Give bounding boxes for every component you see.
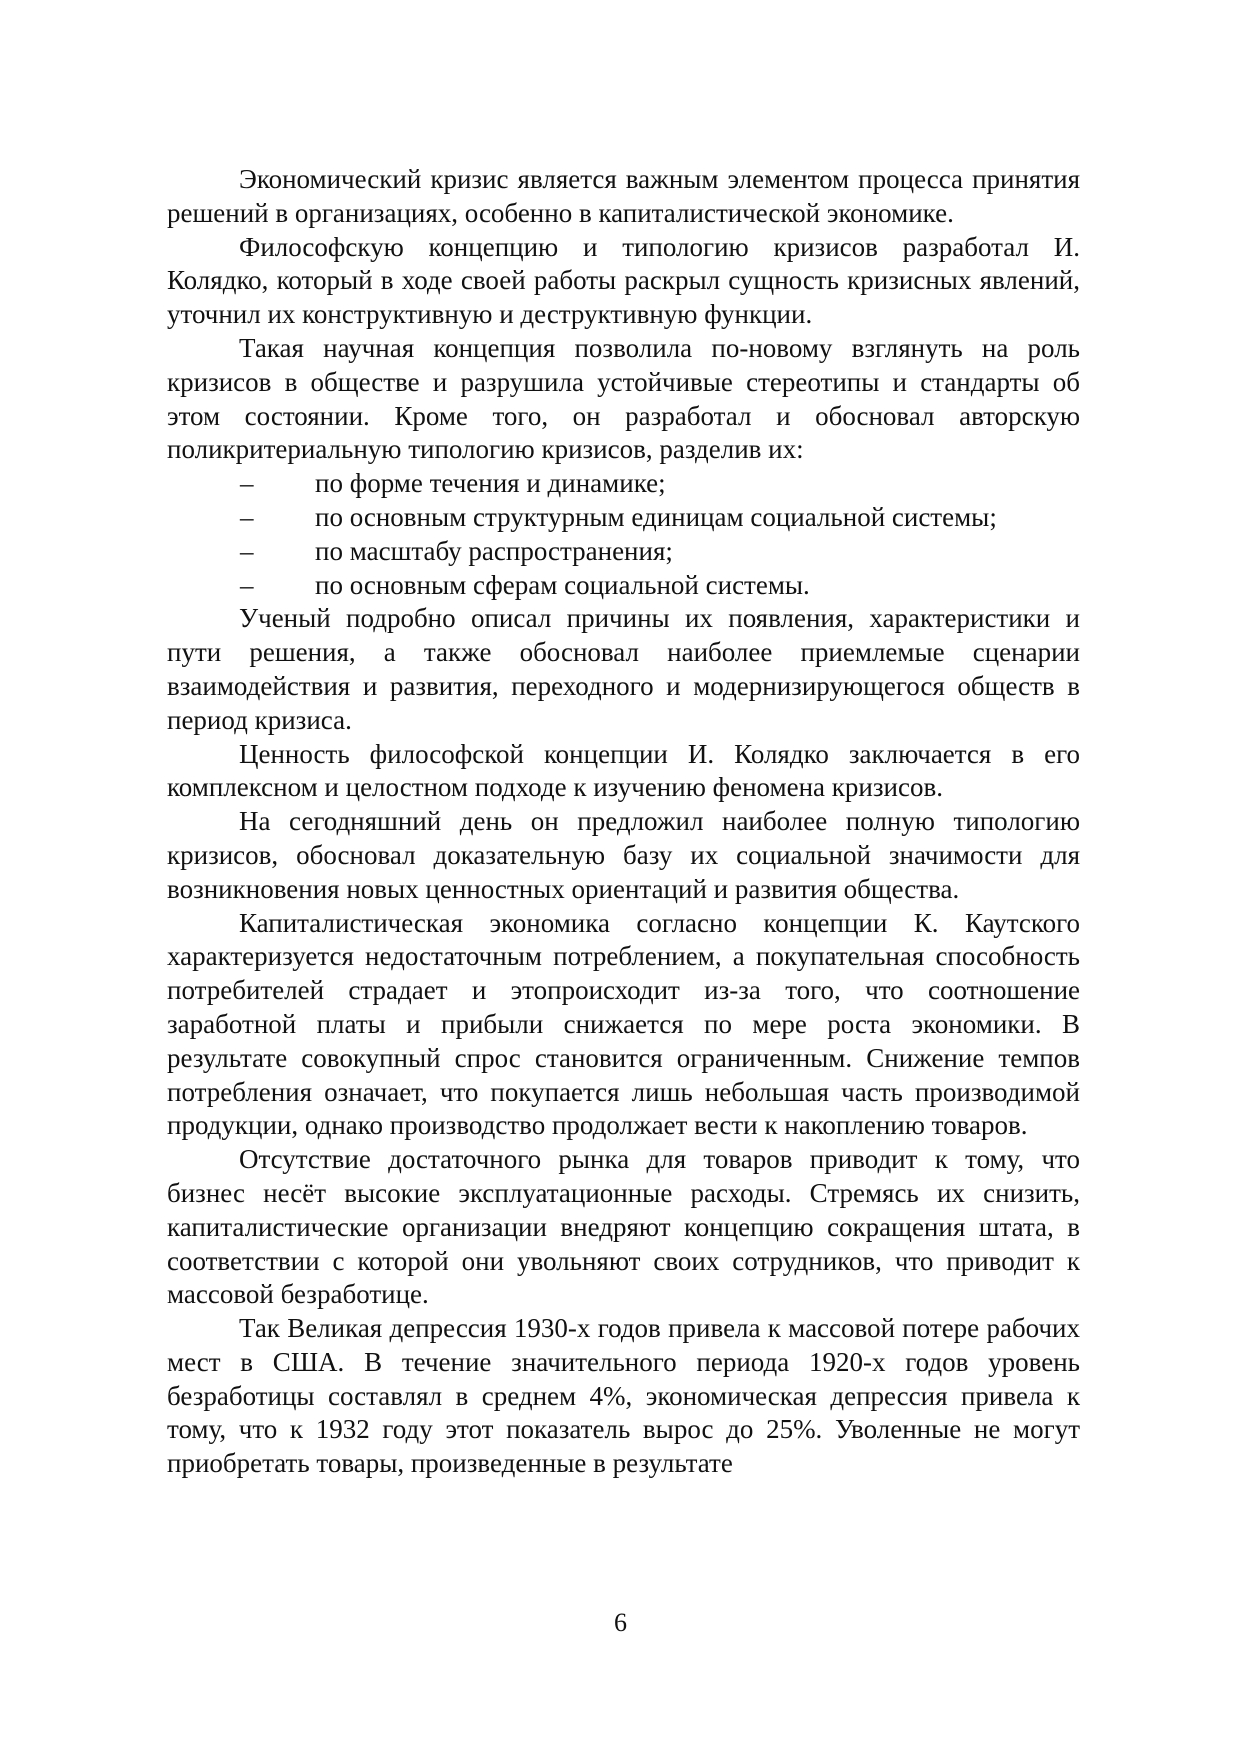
paragraph: Экономический кризис является важным элементом процесса принятия решений в организациях, особенно в капиталистической экономике. [167,164,1080,228]
list-item [167,467,1080,501]
list-item-text: по форме течения и динамике; [315,468,666,499]
list-item [167,501,1080,535]
list-item-text: по основным сферам социальной системы. [315,569,810,600]
list-item [167,569,1080,603]
paragraph: На сегодняшний день он предложил наиболее полную типологию кризисов, обосновал доказательную базу их социальной значимости для возникновения новых ценностных ориентаций и развития общества. [167,806,1080,904]
paragraph: Отсутствие достаточного рынка для товаров приводит к тому, что бизнес несёт высокие эксплуатационные расходы. Стремясь их снизить, капиталистические организации внедряют концепцию сокращения штата, в соответствии с которой они увольняют своих сотрудников, что приводит к массовой безработице. [167,1144,1080,1310]
list-item-text: по масштабу распространения; [315,535,673,566]
paragraph: Ценность философской концепции И. Колядко заключается в его комплексном и целостном подходе к изучению феномена кризисов. [167,738,1080,803]
dash-marker: – [240,501,254,532]
paragraph: Такая научная концепция позволила по-новому взглянуть на роль кризисов в обществе и разрушила устойчивые стереотипы и стандарты об этом состоянии. Кроме того, он разработал и обосновал авторскую поликритериальную типологию кризисов, разделив их: [167,332,1080,465]
dash-marker: – [240,569,254,600]
criteria-list [167,467,1080,602]
paragraph: Так Великая депрессия 1930-х годов привела к массовой потере рабочих мест в США. В течение значительного периода 1920-х годов уровень безработицы составлял в среднем 4%, экономическая депрессия привела к тому, что к 1932 году этот показатель вырос до 25%. Уволенные не могут приобретать товары, произведенные в результате [167,1313,1080,1479]
body-text [167,163,1080,1481]
list-item-text: по основным структурным единицам социальной системы; [315,501,997,532]
dash-marker: – [240,535,254,566]
page-number: 6 [614,1608,627,1637]
paragraph: Философскую концепцию и типологию кризисов разработал И. Колядко, который в ходе своей работы раскрыл сущность кризисных явлений, уточнил их конструктивную и деструктивную функции. [167,231,1080,330]
paragraph: Ученый подробно описал причины их появления, характеристики и пути решения, а также обосновал наиболее приемлемые сценарии взаимодействия и развития, переходного и модернизирующегося обществ в период кризиса. [167,603,1080,735]
paragraph: Капиталистическая экономика согласно концепции К. Каутского характеризуется недостаточным потреблением, а покупательная способность потребителей страдает и этопроисходит из-за того, что соотношение заработной платы и прибыли снижается по мере роста экономики. В результате совокупный спрос становится ограниченным. Снижение темпов потребления означает, что покупается лишь небольшая часть производимой продукции, однако производство продолжает вести к накоплению товаров. [167,907,1080,1141]
dash-marker: – [240,468,254,499]
list-item [167,535,1080,569]
